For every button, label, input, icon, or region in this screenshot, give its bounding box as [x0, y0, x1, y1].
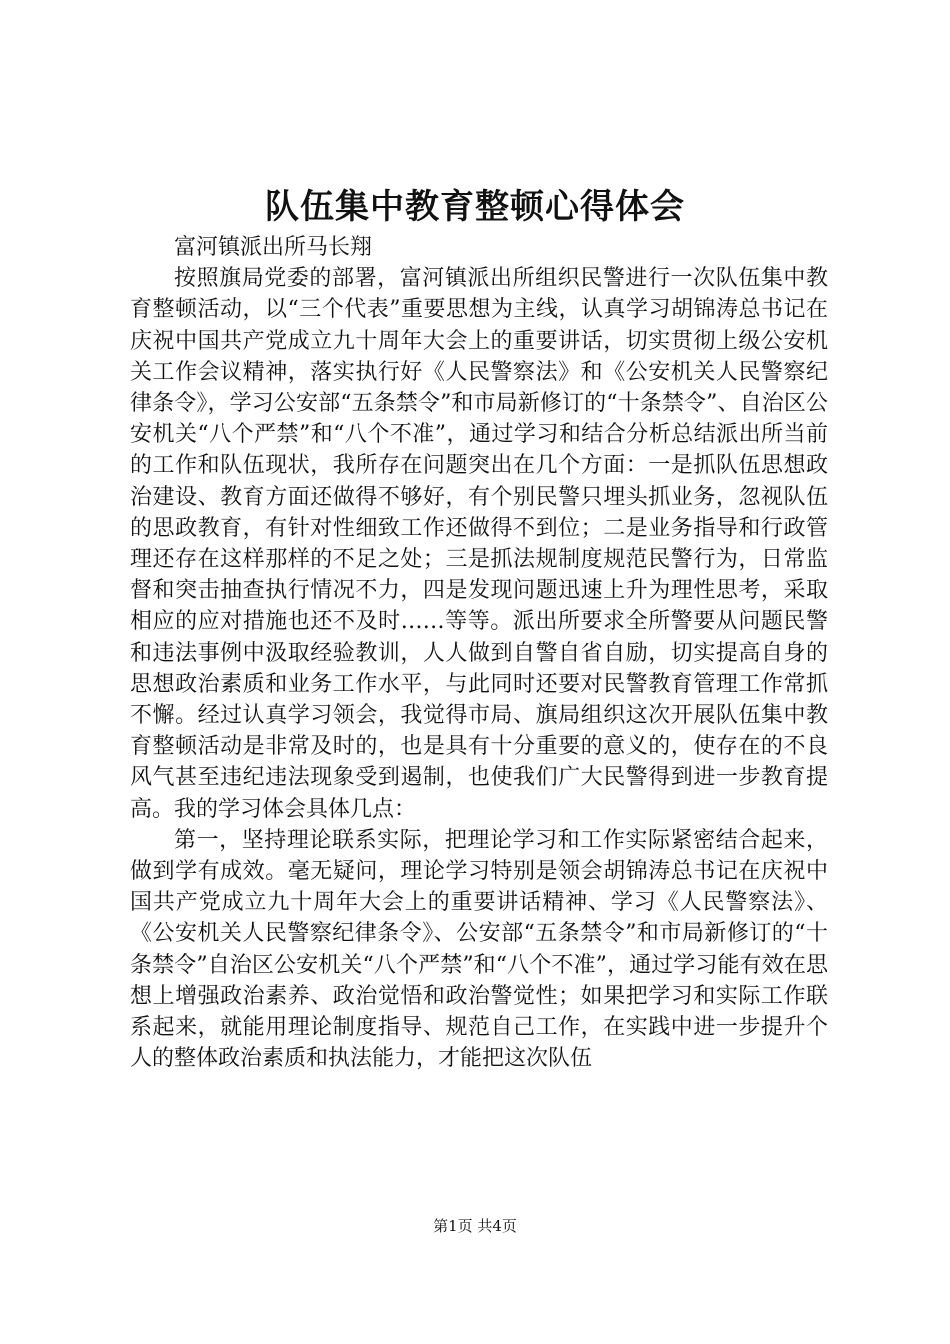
document-title: 队伍集中教育整顿心得体会: [265, 187, 685, 227]
paragraph-1: 按照旗局党委的部署，富河镇派出所组织民警进行一次队伍集中教育整顿活动，以“三个代表”重要思想为主线，认真学习胡锦涛总书记在庆祝中国共产党成立九十周年大会上的重要讲话，切实贯彻上级公安机关工作会议精神，落实执行好《人民警察法》和《公安机关人民警察纪律条令》，学习公安部“五条禁令”和市局新修订的“十条禁令”、自治区公安机关“八个严禁”和“八个不准”，通过学习和结合分析总结派出所当前的工作和队伍现状，我所存在问题突出在几个方面：一是抓队伍思想政治建设、教育方面还做得不够好，有个别民警只埋头抓业务，忽视队伍的思政教育，有针对性细致工作还做得不到位；二是业务指导和行政管理还存在这样那样的不足之处；三是抓法规制度规范民警行为，日常监督和突击抽查执行情况不力，四是发现问题迅速上升为理性思考，采取相应的应对措施也还不及时……等等。派出所要求全所警要从问题民警和违法事例中汲取经验教训，人人做到自警自省自励，切实提高自身的思想政治素质和业务工作水平，与此同时还要对民警教育管理工作常抓不懈。经过认真学习领会，我觉得市局、旗局组织这次开展队伍集中教育整顿活动是非常及时的，也是具有十分重要的意义的，使存在的不良风气甚至违纪违法现象受到遏制，也使我们广大民警得到进一步教育提高。我的学习体会具体几点：: [130, 266, 828, 822]
page-footer: 第1页 共4页: [433, 1217, 517, 1235]
document-body: [130, 232, 828, 1074]
paragraph-2: 第一，坚持理论联系实际，把理论学习和工作实际紧密结合起来，做到学有成效。毫无疑问，理论学习特别是领会胡锦涛总书记在庆祝中国共产党成立九十周年大会上的重要讲话精神、学习《人民警察法》、《公安机关人民警察纪律条令》、公安部“五条禁令”和市局新修订的“十条禁令”自治区公安机关“八个严禁”和“八个不准”，通过学习能有效在思想上增强政治素养、政治觉悟和政治警觉性；如果把学习和实际工作联系起来，就能用理论制度指导、规范自己工作，在实践中进一步提升个人的整体政治素质和执法能力，才能把这次队伍: [130, 827, 828, 1072]
author-line: 富河镇派出所马长翔: [174, 235, 373, 260]
